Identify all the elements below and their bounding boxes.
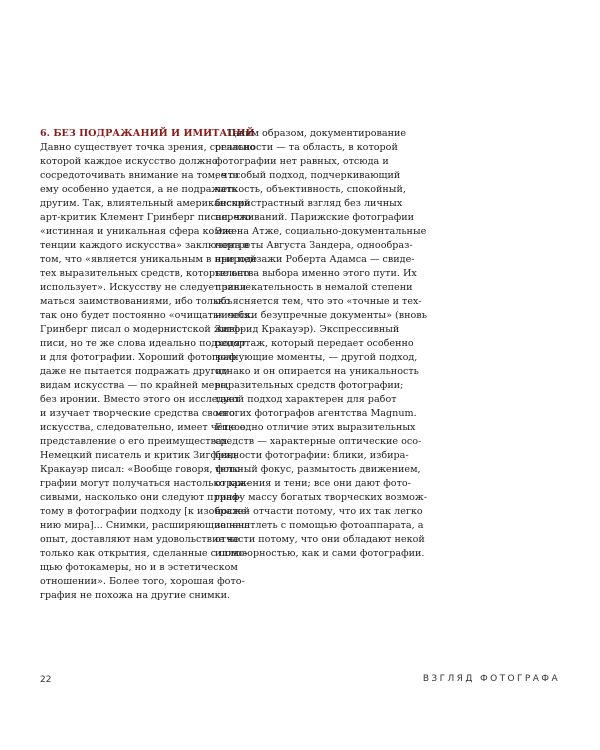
right-body-text xyxy=(215,127,427,561)
text-line: ные пейзажи Роберта Адамса — свиде- xyxy=(215,254,415,265)
text-line: ему особенно удается, а не подражать xyxy=(40,184,237,195)
text-line: которой каждое искусство должно xyxy=(40,156,218,167)
text-line: «истинная и уникальная сфера компе- xyxy=(40,226,238,237)
text-line: использует». Искусству не следует зани- xyxy=(40,282,250,293)
text-line: Таким образом, документирование xyxy=(227,128,407,139)
page-number: 22 xyxy=(40,675,52,685)
text-line: даже не пытается подражать другим xyxy=(40,366,230,377)
text-line: портреты Августа Зандера, однообраз- xyxy=(215,240,413,251)
text-line: иллюзорностью, как и сами фотографии. xyxy=(215,548,425,559)
text-line: писи, но те же слова идеально подходят xyxy=(40,338,246,349)
text-line: запечатлеть с помощью фотоаппарата, а xyxy=(215,520,424,531)
text-line: такой подход характерен для работ xyxy=(215,394,397,405)
section-title: 6. БЕЗ ПОДРАЖАНИЙ И ИМИТАЦИЙ xyxy=(40,128,255,139)
text-line: переживаний. Парижские фотографии xyxy=(215,212,415,223)
text-line: реальности — та область, в которой xyxy=(215,142,398,153)
text-line: тельный фокус, размытость движением, xyxy=(215,464,421,475)
text-line: маться заимствованиями, ибо только xyxy=(40,296,230,307)
text-line: волнующие моменты, — другой подход, xyxy=(215,352,418,363)
text-line: так оно будет постоянно «очищать» себя. xyxy=(40,310,254,321)
text-line: репортаж, который передает особенно xyxy=(215,338,414,349)
text-line: Эжена Атже, социально-документальные xyxy=(215,226,427,237)
text-line: искусства, следовательно, имеет четкое xyxy=(40,422,246,433)
text-line: Кракауэр писал: «Вообще говоря, фото- xyxy=(40,464,244,475)
text-line: только как открытия, сделанные с помо- xyxy=(40,548,248,559)
text-line: видам искусства — по крайней мере, xyxy=(40,380,230,391)
text-line: том, что «является уникальным в природе xyxy=(40,254,257,265)
text-line: и изучает творческие средства своего xyxy=(40,408,235,419)
text-line: отражения и тени; все они дают фото- xyxy=(215,478,411,489)
text-line: средств — характерные оптические осо- xyxy=(215,436,422,447)
text-line: Давно существует точка зрения, согласно xyxy=(40,142,256,153)
text-line: щью фотокамеры, но и в эстетическом xyxy=(40,562,238,573)
text-line: привлекательность в немалой степени xyxy=(215,282,413,293)
text-line: Немецкий писатель и критик Зигфрид xyxy=(40,450,237,461)
text-line: другим. Так, влиятельный американский xyxy=(40,198,251,209)
text-line: беспристрастный взгляд без личных xyxy=(215,198,403,209)
right-column xyxy=(215,127,427,561)
text-line: сивыми, насколько они следуют приня- xyxy=(40,492,242,503)
text-line: тельства выбора именно этого пути. Их xyxy=(215,268,417,279)
text-line: нически безупречные документы» (вновь xyxy=(215,310,427,321)
running-footer-book-title: ВЗГЛЯД ФОТОГРАФА xyxy=(422,674,560,684)
text-line: тенции каждого искусства» заключена в xyxy=(40,240,249,251)
text-line: представление о его преимуществах. xyxy=(40,436,231,447)
text-line: графу массу богатых творческих возмож- xyxy=(215,492,427,503)
left-body-text xyxy=(40,141,257,603)
text-line: многих фотографов агентства Magnum. xyxy=(215,408,417,419)
text-line: четкость, объективность, спокойный, xyxy=(215,184,406,195)
text-line: бенности фотографии: блики, избира- xyxy=(215,450,409,461)
text-line: Гринберг писал о модернистской живо- xyxy=(40,324,244,335)
text-line: отчасти потому, что они обладают некой xyxy=(215,534,425,545)
text-line: нию мира]... Снимки, расширяющие наш xyxy=(40,520,251,531)
text-line: однако и он опирается на уникальность xyxy=(215,366,419,377)
text-line: сосредоточивать внимание на том, что xyxy=(40,170,239,181)
text-line: ностей отчасти потому, что их так легко xyxy=(215,506,423,517)
text-line: без иронии. Вместо этого он исследует xyxy=(40,394,241,405)
text-line: Еще одно отличие этих выразительных xyxy=(215,422,416,433)
text-line: отношении». Более того, хорошая фото- xyxy=(40,576,245,587)
text-line: тому в фотографии подходу [к изображе- xyxy=(40,506,250,517)
text-line: графии могут получаться настолько кра- xyxy=(40,478,250,489)
text-line: фотографии нет равных, отсюда и xyxy=(215,156,389,167)
text-line: опыт, доставляют нам удовольствие не xyxy=(40,534,240,545)
text-line: и для фотографии. Хороший фотограф xyxy=(40,352,237,363)
text-line: арт-критик Клемент Гринберг писал, что xyxy=(40,212,252,223)
text-line: тех выразительных средств, которые оно xyxy=(40,268,250,279)
left-column xyxy=(40,127,257,603)
text-line: ее особый подход, подчеркивающий xyxy=(215,170,401,181)
text-line: графия не похожа на другие снимки. xyxy=(40,590,231,601)
text-line: объясняется тем, что это «точные и тех- xyxy=(215,296,422,307)
text-line: выразительных средств фотографии; xyxy=(215,380,404,391)
text-line: Зигфрид Кракауэр). Экспрессивный xyxy=(215,324,400,335)
